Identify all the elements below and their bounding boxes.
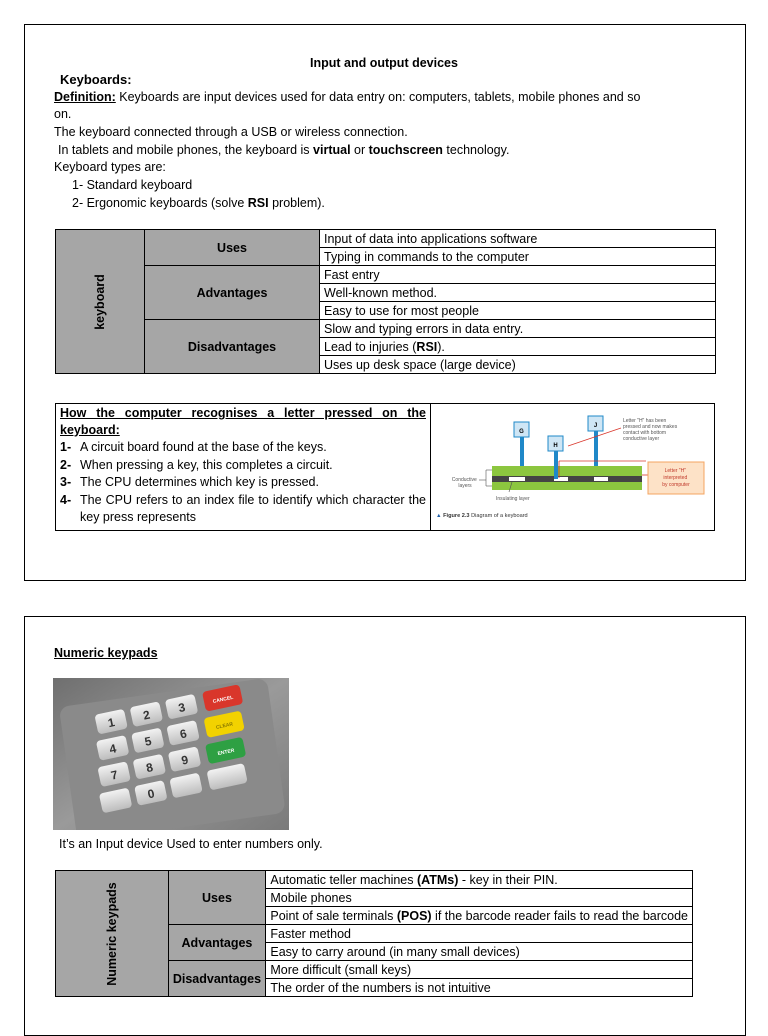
svg-text:8: 8 <box>144 760 155 776</box>
disadvantages-label: Disadvantages <box>145 320 320 374</box>
keypad-photo <box>53 678 289 830</box>
table-cell: Faster method <box>266 925 693 943</box>
how-steps <box>60 439 426 527</box>
keyboards-heading: Keyboards: <box>60 72 132 87</box>
key-label: J <box>593 423 598 429</box>
advantages-label: Advantages <box>145 266 320 320</box>
step: 1- A circuit board found at the base of the keys. <box>60 440 327 454</box>
table-cell: Fast entry <box>320 266 716 284</box>
svg-text:4: 4 <box>108 741 118 757</box>
tablets-line <box>58 142 509 158</box>
rsi-text: RSI <box>247 196 269 210</box>
insulating-label: Insulating layer <box>496 496 530 502</box>
advantages-label: Advantages <box>168 925 266 961</box>
key-label: H <box>553 443 558 449</box>
type-2 <box>72 195 325 211</box>
svg-text:0: 0 <box>146 786 156 802</box>
definition-label: Definition: <box>54 90 116 104</box>
technology-text: technology. <box>442 143 510 157</box>
svg-text:3: 3 <box>177 700 187 716</box>
key-label: G <box>519 429 524 435</box>
types-label: Keyboard types are: <box>54 160 166 174</box>
table-cell: Slow and typing errors in data entry. <box>320 320 716 338</box>
type-2-text: 2- Ergonomic keyboards (solve <box>72 196 248 210</box>
numeric-keypad-table <box>55 870 693 997</box>
svg-text:7: 7 <box>109 767 120 783</box>
numeric-keypads-heading: Numeric keypads <box>54 646 158 660</box>
svg-text:ENTER: ENTER <box>217 747 235 758</box>
keypad-side-label: Numeric keypads <box>56 871 169 997</box>
disadvantages-label: Disadvantages <box>168 961 266 997</box>
keypad-intro: It’s an Input device Used to enter numbers only. <box>59 837 323 851</box>
svg-text:CLEAR: CLEAR <box>215 721 234 731</box>
keyboard-side-label: keyboard <box>56 230 145 374</box>
definition-cont: on. <box>54 107 72 121</box>
keyboard-diagram <box>434 406 712 524</box>
usb-line: The keyboard connected through a USB or wireless connection. <box>54 125 408 139</box>
table-cell: Mobile phones <box>266 889 693 907</box>
svg-text:1: 1 <box>106 715 117 731</box>
type-2-post: problem). <box>268 196 325 210</box>
top-conductive-layer <box>492 466 642 476</box>
step: 4- The CPU refers to an index file to identify which character the key press represents <box>60 492 426 524</box>
svg-text:5: 5 <box>143 733 153 749</box>
definition-line <box>54 89 640 105</box>
svg-text:2: 2 <box>141 707 152 723</box>
table-cell: Automatic teller machines (ATMs) - key in their PIN. <box>266 871 693 889</box>
keyboard-table <box>55 229 716 374</box>
svg-text:CANCEL: CANCEL <box>212 694 234 706</box>
table-cell: Input of data into applications software <box>320 230 716 248</box>
definition-text: Keyboards are input devices used for data entry on: computers, tablets, mobile phones and so <box>115 90 641 104</box>
or-text: or <box>350 143 369 157</box>
table-cell: Lead to injuries (RSI). <box>320 338 716 356</box>
table-cell: The order of the numbers is not intuitive <box>266 979 693 997</box>
tablets-text: In tablets and mobile phones, the keyboard is <box>58 143 314 157</box>
uses-label: Uses <box>145 230 320 266</box>
how-heading-2: keyboard: <box>60 423 120 437</box>
how-heading-1: How the computer recognises a letter pressed on the <box>60 406 426 420</box>
table-cell: Uses up desk space (large device) <box>320 356 716 374</box>
table-cell: Typing in commands to the computer <box>320 248 716 266</box>
table-cell: Easy to use for most people <box>320 302 716 320</box>
virtual-text: virtual <box>313 143 351 157</box>
touchscreen-text: touchscreen <box>368 143 443 157</box>
figure-caption: ▲ Figure 2.3 Diagram of a keyboard <box>436 513 528 519</box>
table-cell: More difficult (small keys) <box>266 961 693 979</box>
page-title: Input and output devices <box>310 56 458 70</box>
svg-text:6: 6 <box>178 726 188 742</box>
table-cell: Easy to carry around (in many small devices) <box>266 943 693 961</box>
svg-text:9: 9 <box>180 752 190 768</box>
how-divider <box>430 403 431 531</box>
figure-note: Letter "H" has been pressed and now makes contact with bottom conductive layer <box>623 418 678 442</box>
table-cell: Point of sale terminals (POS) if the barcode reader fails to read the barcode <box>266 907 693 925</box>
uses-label: Uses <box>168 871 266 925</box>
result-text: Letter "H" interpreted by computer <box>662 468 690 488</box>
bottom-conductive-layer <box>492 482 642 490</box>
step: 2- When pressing a key, this completes a circuit. <box>60 457 333 472</box>
step: 3- The CPU determines which key is pressed. <box>60 475 319 489</box>
conductive-label: Conductive layers <box>451 477 477 489</box>
table-cell: Well-known method. <box>320 284 716 302</box>
type-1: 1- Standard keyboard <box>72 178 193 192</box>
